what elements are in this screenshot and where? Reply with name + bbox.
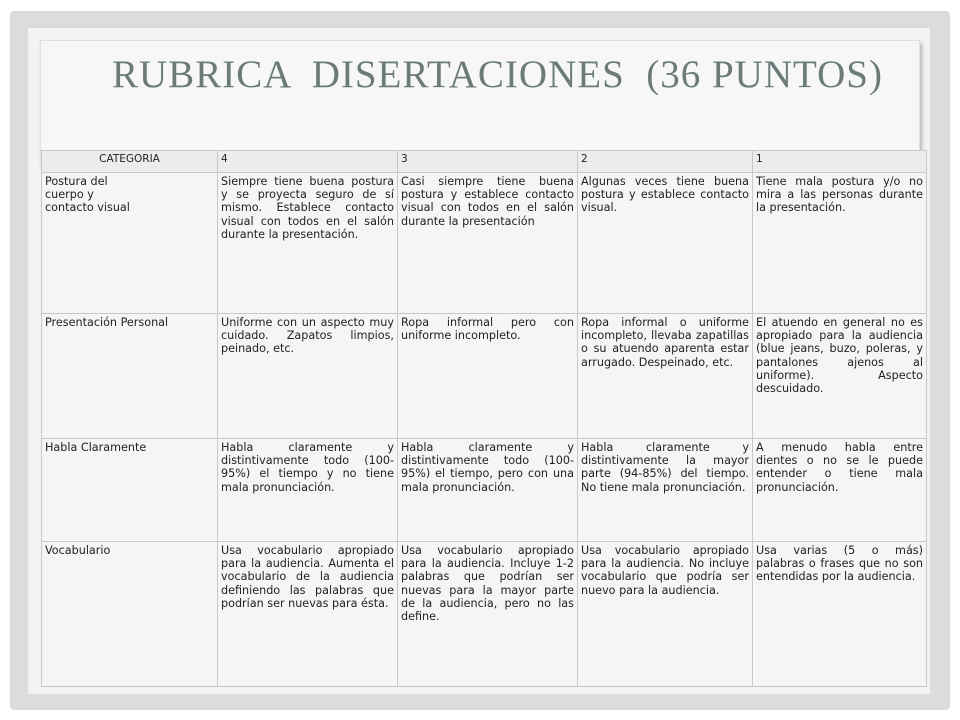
criteria-cell: Habla claramente y distintivamente todo (100-95%) el tiempo y no tiene mala pronunciación. [218,439,398,542]
header-categoria: CATEGORIA [42,151,218,173]
criteria-cell: Usa vocabulario apropiado para la audiencia. No incluye vocabulario que podría ser nuevo para la audiencia. [578,542,753,687]
criteria-cell: Casi siempre tiene buena postura y establece contacto visual con todos en el salón durante la presentación [398,173,578,314]
criteria-cell: A menudo habla entre dientes o no se le puede entender o tiene mala pronunciación. [753,439,927,542]
table-row [42,173,927,314]
category-cell: Vocabulario [42,542,218,687]
table-row [42,542,927,687]
header-level-2: 2 [578,151,753,173]
criteria-cell: Siempre tiene buena postura y se proyecta seguro de sí mismo. Establece contacto visual con todos en el salón durante la presentación. [218,173,398,314]
criteria-cell: Usa vocabulario apropiado para la audiencia. Aumenta el vocabulario de la audiencia definiendo las palabras que podrían ser nuevas para ésta. [218,542,398,687]
table-row [42,439,927,542]
category-cell: Postura del cuerpo y contacto visual [42,173,218,314]
slide-title: RUBRICA DISERTACIONES (36 PUNTOS) [112,53,883,96]
table-row [42,314,927,439]
criteria-cell: Usa varias (5 o más) palabras o frases que no son entendidas por la audiencia. [753,542,927,687]
criteria-cell: Habla claramente y distintivamente la mayor parte (94-85%) del tiempo. No tiene mala pronunciación. [578,439,753,542]
header-level-1: 1 [753,151,927,173]
criteria-cell: Algunas veces tiene buena postura y establece contacto visual. [578,173,753,314]
criteria-cell: Tiene mala postura y/o no mira a las personas durante la presentación. [753,173,927,314]
table-header-row [42,151,927,173]
rubric-table [41,150,927,687]
criteria-cell: Ropa informal pero con uniforme incompleto. [398,314,578,439]
criteria-cell: Habla claramente y distintivamente todo (100-95%) el tiempo, pero con una mala pronunciación. [398,439,578,542]
header-level-4: 4 [218,151,398,173]
category-cell: Presentación Personal [42,314,218,439]
criteria-cell: El atuendo en general no es apropiado para la audiencia (blue jeans, buzo, poleras, y pantalones ajenos al uniforme). Aspecto descuidado. [753,314,927,439]
header-level-3: 3 [398,151,578,173]
category-cell: Habla Claramente [42,439,218,542]
criteria-cell: Uniforme con un aspecto muy cuidado. Zapatos limpios, peinado, etc. [218,314,398,439]
criteria-cell: Ropa informal o uniforme incompleto, llevaba zapatillas o su atuendo aparenta estar arrugado. Despeinado, etc. [578,314,753,439]
criteria-cell: Usa vocabulario apropiado para la audiencia. Incluye 1-2 palabras que podrían ser nuevas para la mayor parte de la audiencia, pero no las define. [398,542,578,687]
